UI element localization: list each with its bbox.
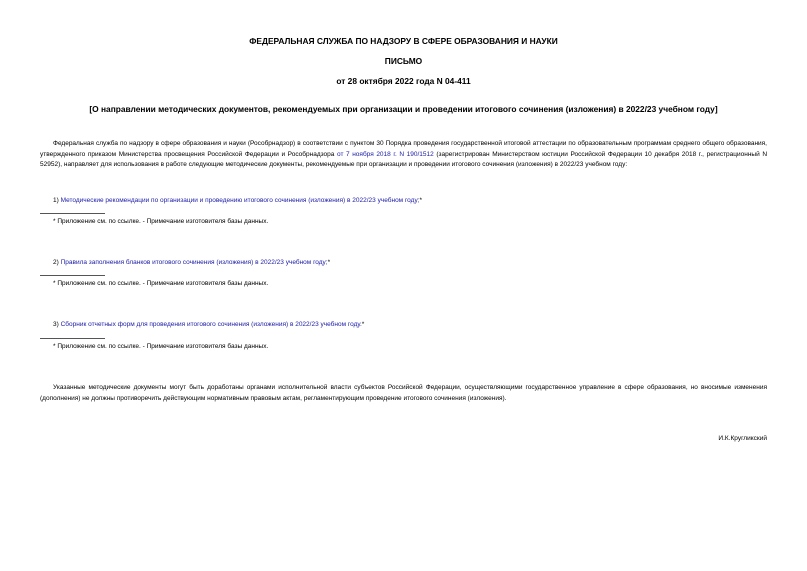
document-subject: [О направлении методических документов, рекомендуемых при организации и проведении итогового сочинения (изложения) в 2022/23 учебном году] <box>89 104 718 114</box>
footnote-divider <box>40 213 105 214</box>
intro-paragraph <box>40 139 767 171</box>
signature: И.К.Кругликский <box>718 435 767 442</box>
footnote: * Приложение см. по ссылке. - Примечание изготовителя базы данных. <box>53 280 269 287</box>
footnote-divider <box>40 338 105 339</box>
footnote-mark: * <box>327 259 331 266</box>
footnote-divider <box>40 275 105 276</box>
item-link[interactable]: Сборник отчетных форм для проведения итогового сочинения (изложения) в 2022/23 учебном году. <box>60 321 362 328</box>
list-item <box>53 197 422 204</box>
list-item <box>53 259 330 266</box>
item-number: 1) <box>53 197 61 204</box>
item-number: 2) <box>53 259 61 266</box>
agency-title: ФЕДЕРАЛЬНАЯ СЛУЖБА ПО НАДЗОРУ В СФЕРЕ ОБРАЗОВАНИЯ И НАУКИ <box>249 36 558 46</box>
intro-text-end: (зарегистрирован Министерством юстиции Российской Федерации 10 декабря 2018 г., регистрационный N 52952), направляет для использования в работе следующие методические документы, рекомендуемые при организации и проведении итогового сочинения (изложения) в 2022/23 учебном году: <box>40 150 768 169</box>
footnote-mark: * <box>361 321 365 328</box>
footnote: * Приложение см. по ссылке. - Примечание изготовителя базы данных. <box>53 343 269 350</box>
list-item <box>53 321 364 328</box>
closing-paragraph: Указанные методические документы могут быть доработаны органами исполнительной власти субъектов Российской Федерации, осуществляющими государственное управление в сфере образования, но вносимые изменения (дополнения) не должны противоречить действующим нормативным правовым актам, регламентирующим проведение итогового сочинения (изложения). <box>40 384 767 402</box>
footnote-mark: * <box>419 197 423 204</box>
intro-text-start: Федеральная служба по надзору в сфере образования и науки (Рособрнадзор) в соответствии с пунктом 30 Порядка проведения государственной итоговой аттестации по образовательным программам среднего общего образования, утвержденного приказом Министерства просвещения Российской Федерации и Рособрнадзора <box>40 140 767 158</box>
order-link[interactable]: от 7 ноября 2018 г. N 190/1512 <box>336 150 434 158</box>
item-link[interactable]: Методические рекомендации по организации и проведению итогового сочинения (изложения) в 2022/23 учебном году; <box>60 197 420 204</box>
document-date-number: от 28 октября 2022 года N 04-411 <box>336 76 471 86</box>
document-type: ПИСЬМО <box>384 56 423 66</box>
item-number: 3) <box>53 321 61 328</box>
footnote: * Приложение см. по ссылке. - Примечание изготовителя базы данных. <box>53 218 269 225</box>
item-link[interactable]: Правила заполнения бланков итогового сочинения (изложения) в 2022/23 учебном году; <box>60 259 328 266</box>
